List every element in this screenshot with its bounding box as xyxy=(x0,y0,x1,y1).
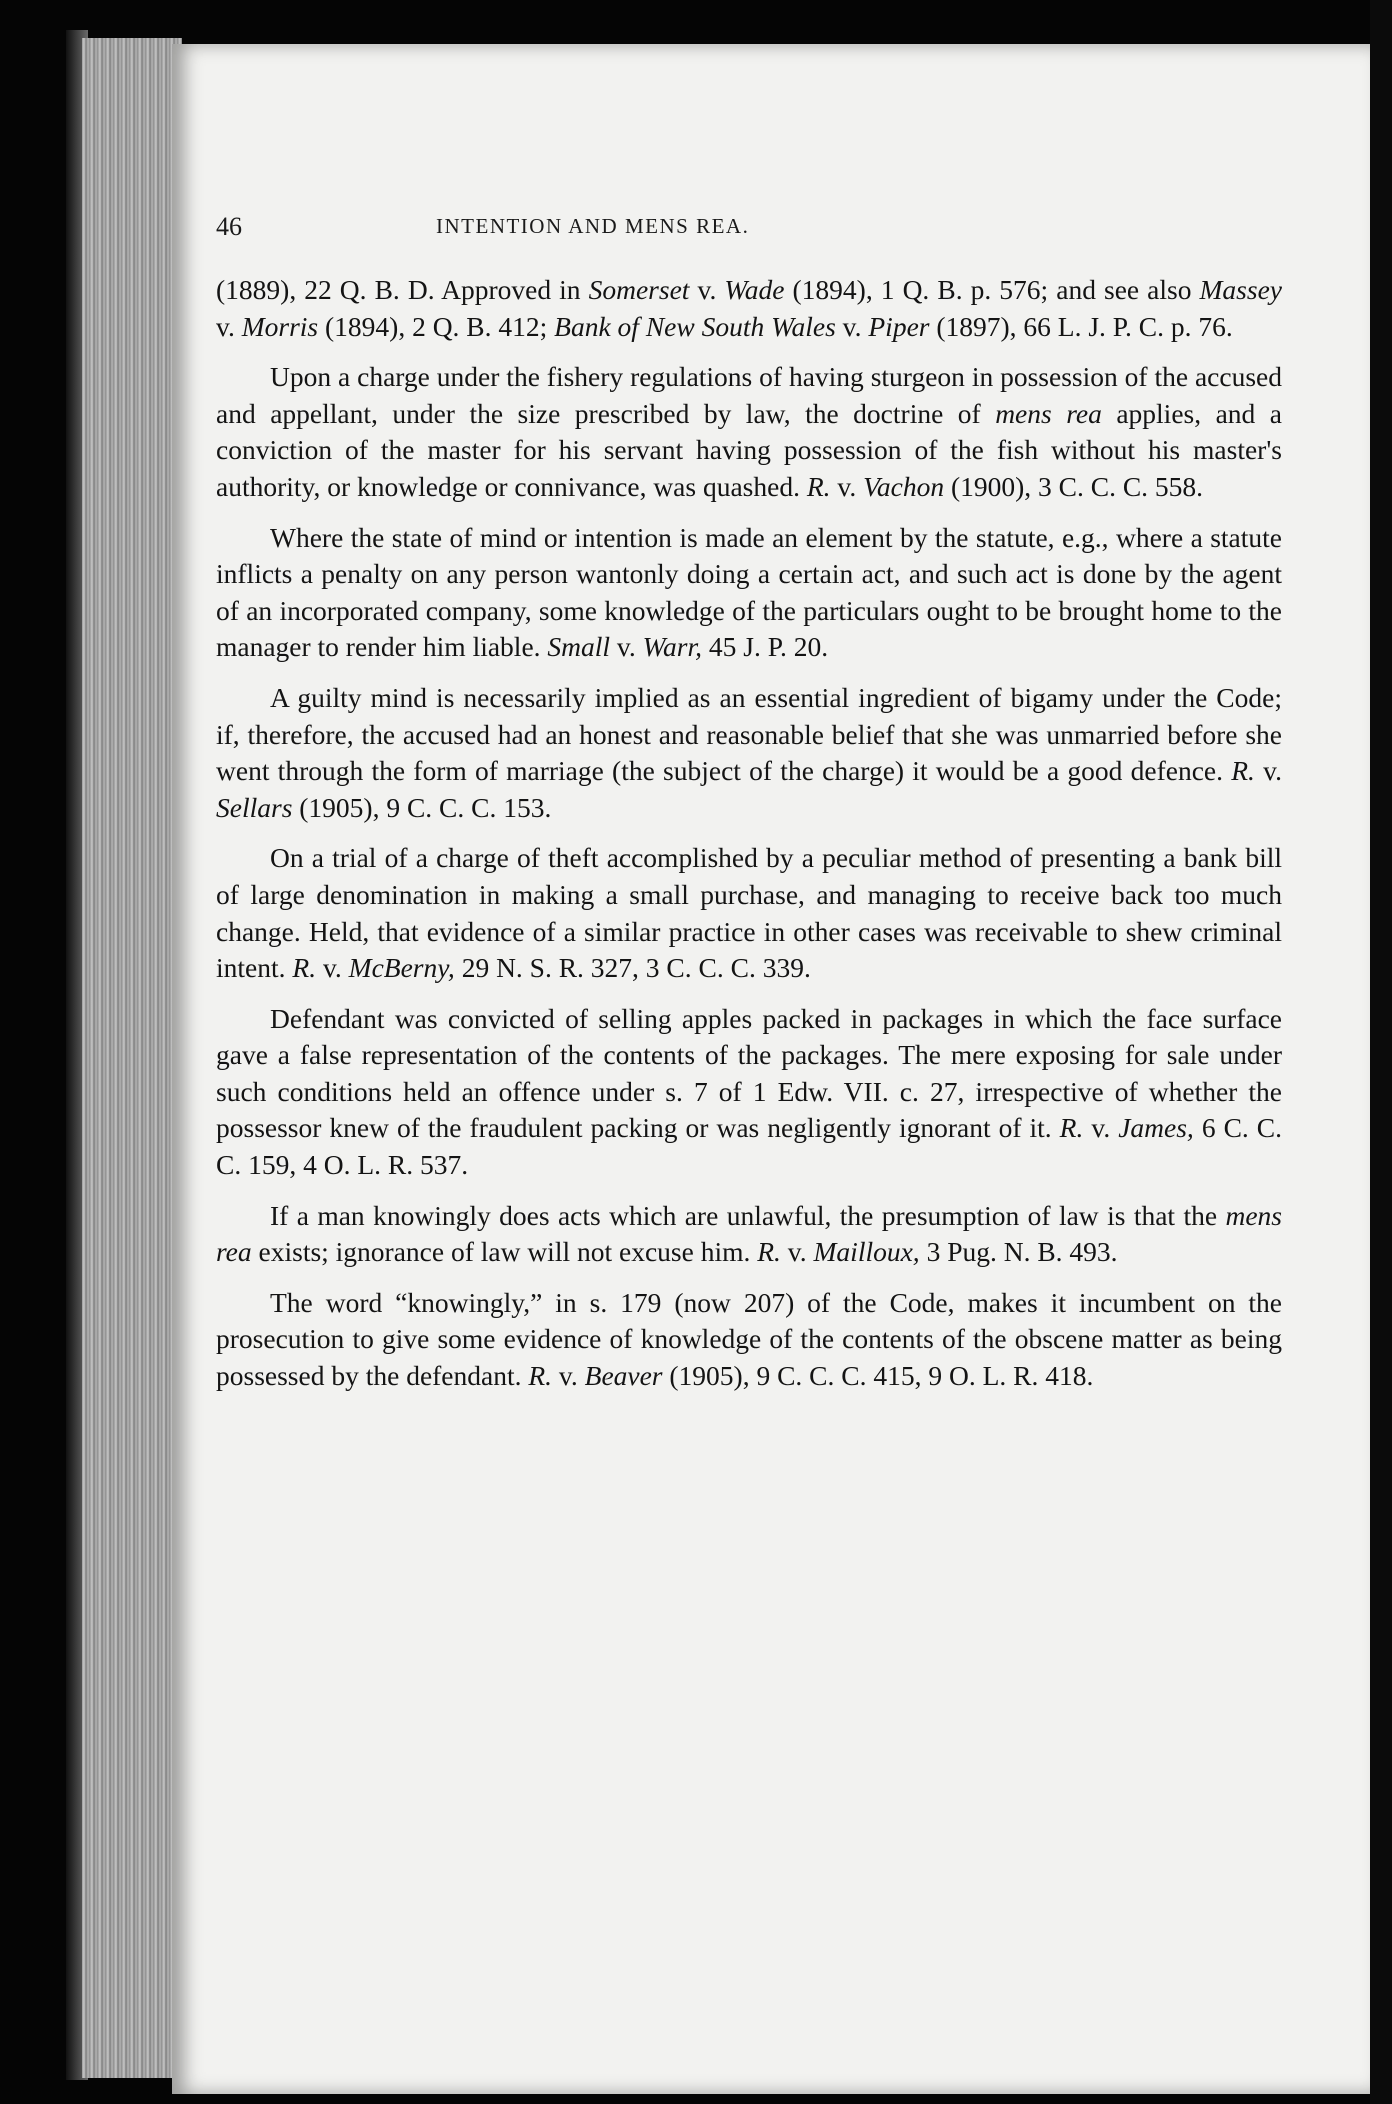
text-segment: v. xyxy=(552,1360,585,1392)
paragraph xyxy=(216,840,1282,986)
italic-citation: Wade xyxy=(724,274,785,305)
italic-citation: McBerny, xyxy=(348,952,455,984)
text-segment: v. xyxy=(1083,1112,1119,1144)
italic-citation: R. xyxy=(757,1236,781,1268)
paragraph xyxy=(216,272,1282,345)
italic-citation: James, xyxy=(1118,1112,1194,1144)
body-text xyxy=(216,272,1282,1409)
text-segment: v. xyxy=(780,1236,814,1268)
stacked-page-edges xyxy=(82,38,182,2078)
text-segment: Where the state of mind or intention is made an element by the statute, e.g., where a statute inflicts a penalty on any person wantonly doing a certain act, and such act is done by the agent of an incorporated company, some knowledge of the particulars ought to be brought home to the manager to render him liable. xyxy=(216,521,1282,663)
page-header xyxy=(216,212,1016,252)
italic-citation: R. xyxy=(292,952,317,984)
italic-citation: Morris xyxy=(241,310,319,342)
italic-citation: Warr, xyxy=(642,631,703,663)
italic-citation: Vachon xyxy=(863,470,945,502)
italic-citation: R. xyxy=(806,470,831,502)
text-segment: 6 C. C. C. 159, 4 O. L. R. 537. xyxy=(216,1112,1282,1181)
text-segment: applies, and a conviction of the master for his servant having possession of the fish without his master's authority, or knowledge or connivance, was quashed. xyxy=(216,397,1283,502)
text-segment: (1905), 9 C. C. C. 153. xyxy=(292,791,552,823)
paragraph xyxy=(216,1198,1282,1271)
running-head: INTENTION AND MENS REA. xyxy=(436,214,750,238)
right-margin-dark xyxy=(1370,0,1392,2104)
italic-citation: mens rea xyxy=(995,397,1102,429)
italic-citation: Massey xyxy=(1199,274,1282,305)
italic-citation: Piper xyxy=(868,310,930,342)
italic-citation: Somerset xyxy=(588,274,690,305)
text-segment: 29 N. S. R. 327, 3 C. C. C. 339. xyxy=(454,952,811,984)
italic-citation: Sellars xyxy=(216,791,293,823)
text-segment: v. xyxy=(610,631,643,663)
italic-citation: R. xyxy=(1231,755,1255,787)
paragraph xyxy=(216,680,1282,826)
text-segment: (1894), 2 Q. B. 412; xyxy=(318,310,555,342)
text-segment: A guilty mind is necessarily implied as an essential ingredient of bigamy under the Code; if, therefore, the accused had an honest and reasonable belief that she was unmarried before she went through the form of marriage (the subject of the charge) it would be a good defence. xyxy=(216,681,1282,787)
text-segment: exists; ignorance of law will not excuse him. xyxy=(251,1236,758,1268)
text-segment: (1900), 3 C. C. C. 558. xyxy=(944,470,1204,502)
italic-citation: Bank of New South Wales xyxy=(554,310,836,342)
text-segment: v. xyxy=(689,274,725,305)
italic-citation: R. xyxy=(528,1360,553,1392)
text-segment: The word “knowingly,” in s. 179 (now 207) of the Code, makes it incumbent on the prosecution to give some evidence of knowledge of the contents of the obscene matter as being possessed by the defendant. xyxy=(216,1286,1282,1392)
text-segment: (1905), 9 C. C. C. 415, 9 O. L. R. 418. xyxy=(662,1360,1094,1392)
text-segment: 45 J. P. 20. xyxy=(702,631,829,663)
paragraph xyxy=(216,359,1282,505)
text-segment: v. xyxy=(830,470,864,502)
page-number: 46 xyxy=(216,212,242,241)
text-segment: v. xyxy=(835,310,869,342)
text-segment: (1894), 1 Q. B. p. 576; and see also xyxy=(784,274,1200,305)
text-segment: (1897), 66 L. J. P. C. p. 76. xyxy=(929,310,1233,342)
text-segment: Defendant was convicted of selling apples packed in packages in which the face surface gave a false representation of the contents of the packages. The mere exposing for sale under such conditions held an offence under s. 7 of 1 Edw. VII. c. 27, irrespective of whether the possessor knew of the fraudulent packing or was negligently ignorant of it. xyxy=(216,1002,1282,1144)
text-segment: Upon a charge under the fishery regulations of having sturgeon in possession of the accused and appellant, under the size prescribed by law, the doctrine of xyxy=(216,361,1282,429)
italic-citation: R. xyxy=(1059,1112,1084,1144)
italic-citation: Small xyxy=(547,631,611,663)
italic-citation: Mailloux, xyxy=(813,1236,920,1268)
italic-citation: Beaver xyxy=(584,1360,663,1392)
text-segment: (1889), 22 Q. B. D. Approved in xyxy=(216,274,589,305)
paragraph xyxy=(216,1285,1282,1395)
paragraph xyxy=(216,1001,1282,1184)
text-segment: If a man knowingly does acts which are unlawful, the presumption of law is that the xyxy=(270,1199,1226,1231)
text-segment: v. xyxy=(216,310,242,342)
paragraph xyxy=(216,520,1282,666)
italic-citation: mens rea xyxy=(216,1199,1282,1268)
text-segment: v. xyxy=(316,952,349,984)
text-segment: On a trial of a charge of theft accomplished by a peculiar method of presenting a bank bill of large denomination in making a small purchase, and managing to receive back too much change. Held, that evidence of a similar practice in other cases was receivable to shew criminal intent. xyxy=(216,842,1282,984)
text-segment: v. xyxy=(1254,755,1282,787)
text-segment: 3 Pug. N. B. 493. xyxy=(919,1236,1118,1268)
